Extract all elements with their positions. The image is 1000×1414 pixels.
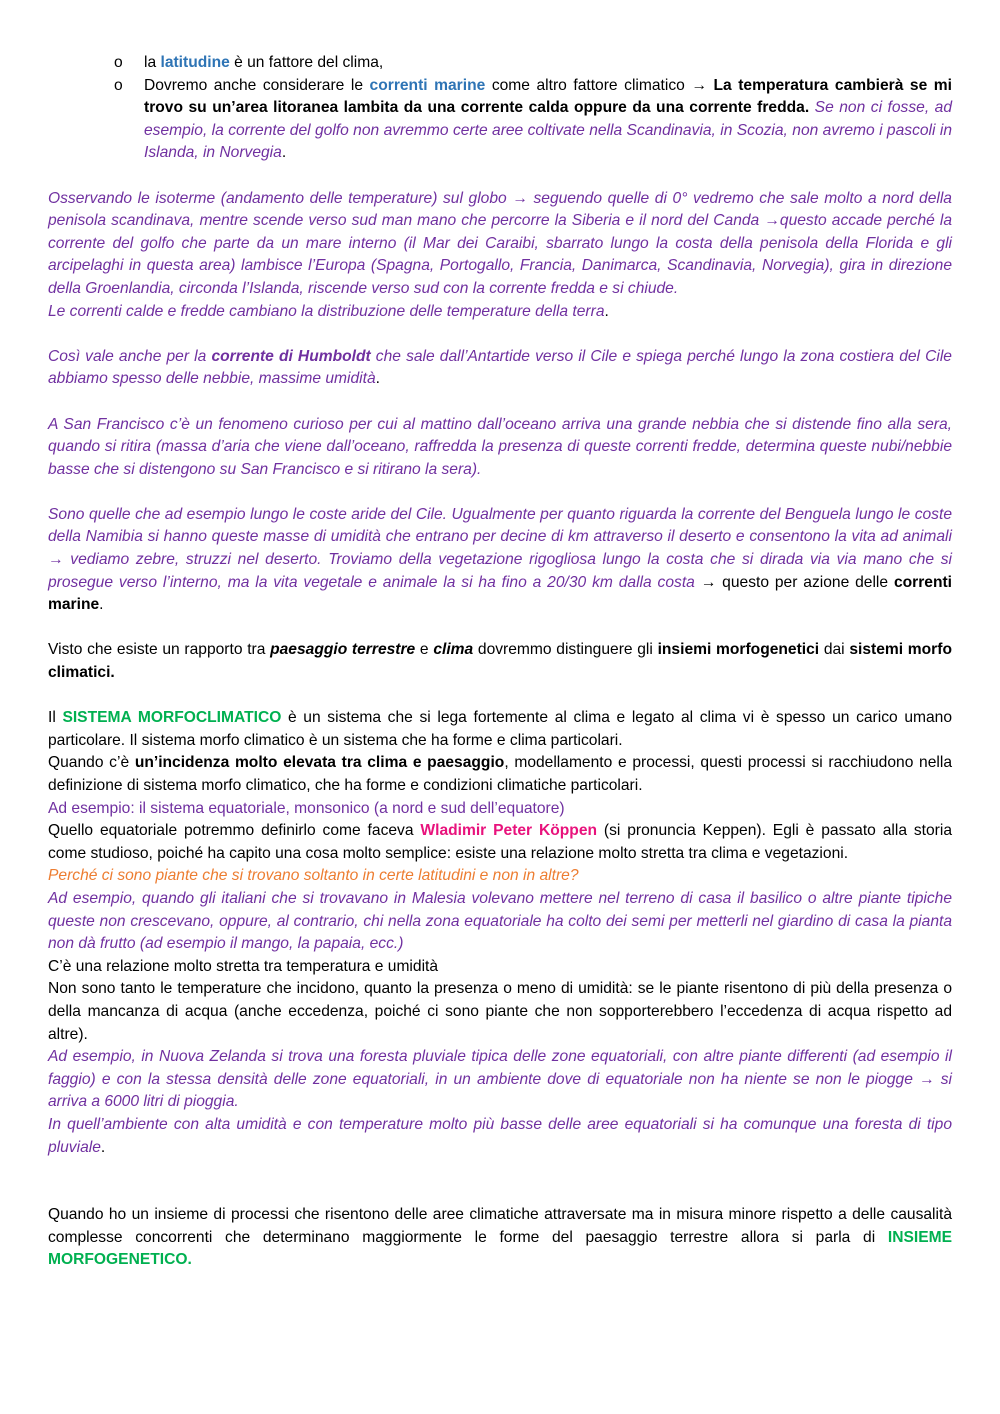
bullet-marker: o — [114, 54, 123, 71]
paragraph-isoterme: Osservando le isoterme (andamento delle temperature) sul globo → seguendo quelle di 0° vedremo che sale molto a nord della penisola scandinava, mentre scende verso sud man mano che percorre la Siberia e il nord del Canda →questo accade perché la corrente del golfo che parte da un mare interno (il Mar dei Caraibi, sbarrato lungo la costa della penisola della Florida e gli arcipelaghi in questa area) lambisce l’Europa (Spagna, Portogallo, Francia, Danimarca, Scandinavia, Norvegia), gira in direzione della Groenlandia, circonda l’Islanda, riscende verso sud con la corrente fredda e si chiude. — [48, 189, 953, 297]
document-page — [48, 52, 952, 1272]
term-sistema-morfoclimatico: SISTEMA MORFOCLIMATICO — [62, 709, 282, 727]
paragraph-malesia: Ad esempio, quando gli italiani che si trovavano in Malesia volevano mettere nel terreno di casa il basilico o altre piante tipiche queste non crescevano, oppure, al contrario, chi nella zona equatoriale ha colto dei semi per metterli nel giardino di casa la pianta non dà frutto (ad esempio il mango, la papaia, ecc.) — [48, 889, 952, 953]
term-insieme-morfogenetico: INSIEME MORFOGENETICO. — [48, 1228, 952, 1269]
paragraph-koppen: Quello equatoriale potremmo definirlo come faceva Wladimir Peter Köppen (si pronuncia Keppen). Egli è passato alla storia come studioso, poiché ha capito una cosa molto semplice: esiste una relazione molto stretta tra clima e vegetazioni. — [48, 822, 952, 862]
paragraph-benguela: Sono quelle che ad esempio lungo le coste aride del Cile. Ugualmente per quanto riguarda la corrente del Benguela lungo le coste della Namibia si hanno queste masse di umidità che entrano per decine di km attraverso il deserto e consentono la vita ad animali → vediamo zebre, struzzi nel deserto. Troviamo della vegetazione rigogliosa lungo la costa che si dirada via via mano che si prosegue verso l’interno, ma la vita vegetale e animale la si ha fino a 20/30 km dalla costa → questo per azione delle correnti marine. — [48, 505, 952, 614]
term-correnti-marine-2: correnti marine — [48, 573, 952, 614]
paragraph-nuova-zelanda: Ad esempio, in Nuova Zelanda si trova una foresta pluviale tipica delle zone equatoriali, con altre piante differenti (ad esempio il faggio) e con la stessa densità delle zone equatoriali, in un ambiente dove di equatoriale non ha niente se non le piogge → si arriva a 6000 litri di pioggia. — [48, 1048, 953, 1111]
paragraph-correnti-calde-fredde: Le correnti calde e fredde cambiano la distribuzione delle temperature della terra. — [48, 302, 609, 320]
paragraph-insieme-morfogenetico: Quando ho un insieme di processi che risentono delle aree climatiche attraversate ma in misura minore rispetto a delle causalità complesse concorrenti che determinano maggiormente le forme del paesaggio terrestre allora si parla di INSIEME MORFOGENETICO. — [48, 1206, 952, 1269]
paragraph-incidenza: Quando c’è un’incidenza molto elevata tra clima e paesaggio, modellamento e processi, questi processi si racchiudono nella definizione di sistema morfo climatico, che ha forme e condizioni climatiche particolari. — [48, 754, 953, 794]
arrow-icon: → — [919, 1070, 935, 1088]
term-koppen: Wladimir Peter Köppen — [420, 822, 598, 840]
paragraph-umidita: Non sono tanto le temperature che incidono, quanto la presenza o meno di umidità: se le piante risentono di più della presenza o della mancanza di acqua (anche eccedenza, poiché ci sono piante che non sopporterebbero l’eccedenza di acqua rispetto ad altre). — [48, 980, 952, 1043]
paragraph-question-latitudini: Perché ci sono piante che si trovano soltanto in certe latitudini e non in altre? — [48, 867, 579, 885]
paragraph-paesaggio-clima: Visto che esiste un rapporto tra paesaggio terrestre e clima dovremmo distinguere gli insiemi morfogenetici dai sistemi morfo climatici. — [48, 641, 952, 682]
bullet-marker: o — [114, 76, 123, 94]
paragraph-foresta-pluviale: In quell’ambiente con alta umidità e con temperature molto più basse delle aree equatoriali si ha comunque una foresta di tipo pluviale. — [48, 1115, 952, 1156]
bullet-item-correnti-marine: o Dovremo anche considerare le correnti marine come altro fattore climatico → La temperatura cambierà se mi trovo su un’area litoranea lambita da una corrente calda oppure da una corrente fredda. Se non ci fosse, ad esempio, la corrente del golfo non avremmo certe aree coltivate nella Scandinavia, in Scozia, non avremo i pascoli in Islanda, in Norvegia. — [114, 76, 953, 162]
paragraph-humboldt: Così vale anche per la corrente di Humboldt che sale dall’Antartide verso il Cile e spiega perché lungo la zona costiera del Cile abbiamo spesso delle nebbie, massime umidità. — [48, 347, 952, 388]
arrow-icon: → — [512, 189, 528, 207]
term-latitudine: latitudine — [160, 54, 230, 71]
arrow-icon: → — [48, 551, 64, 569]
arrow-icon: → — [694, 573, 717, 591]
paragraph-temperatura-umidita: C’è una relazione molto stretta tra temperatura e umidità — [48, 957, 439, 975]
arrow-icon: → — [691, 76, 707, 94]
paragraph-esempio-equatoriale: Ad esempio: il sistema equatoriale, monsonico (a nord e sud dell’equatore) — [48, 799, 565, 817]
paragraph-san-francisco: A San Francisco c’è un fenomeno curioso per cui al mattino dall’oceano arriva una grande nebbia che si distende fino alla sera, quando si ritira (massa d’aria che viene dall’oceano, raffredda la presenza di queste correnti fredde, determina queste nubi/nebbie basse che si distengono su San Francisco e si ritirano la sera). — [48, 415, 952, 478]
term-corrente-humboldt: corrente di Humboldt — [211, 347, 371, 365]
paragraph-sistema-morfoclimatico: Il SISTEMA MORFOCLIMATICO è un sistema che si lega fortemente al clima e legato al clima vi è spesso un carico umano particolare. Il sistema morfo climatico è un sistema che ha forme e clima particolari. — [48, 709, 952, 749]
bullet-item-latitudine: o la latitudine è un fattore del clima, — [144, 52, 952, 75]
term-correnti-marine: correnti marine — [369, 76, 486, 94]
bullet-list — [48, 52, 952, 165]
arrow-icon: → — [764, 212, 780, 230]
